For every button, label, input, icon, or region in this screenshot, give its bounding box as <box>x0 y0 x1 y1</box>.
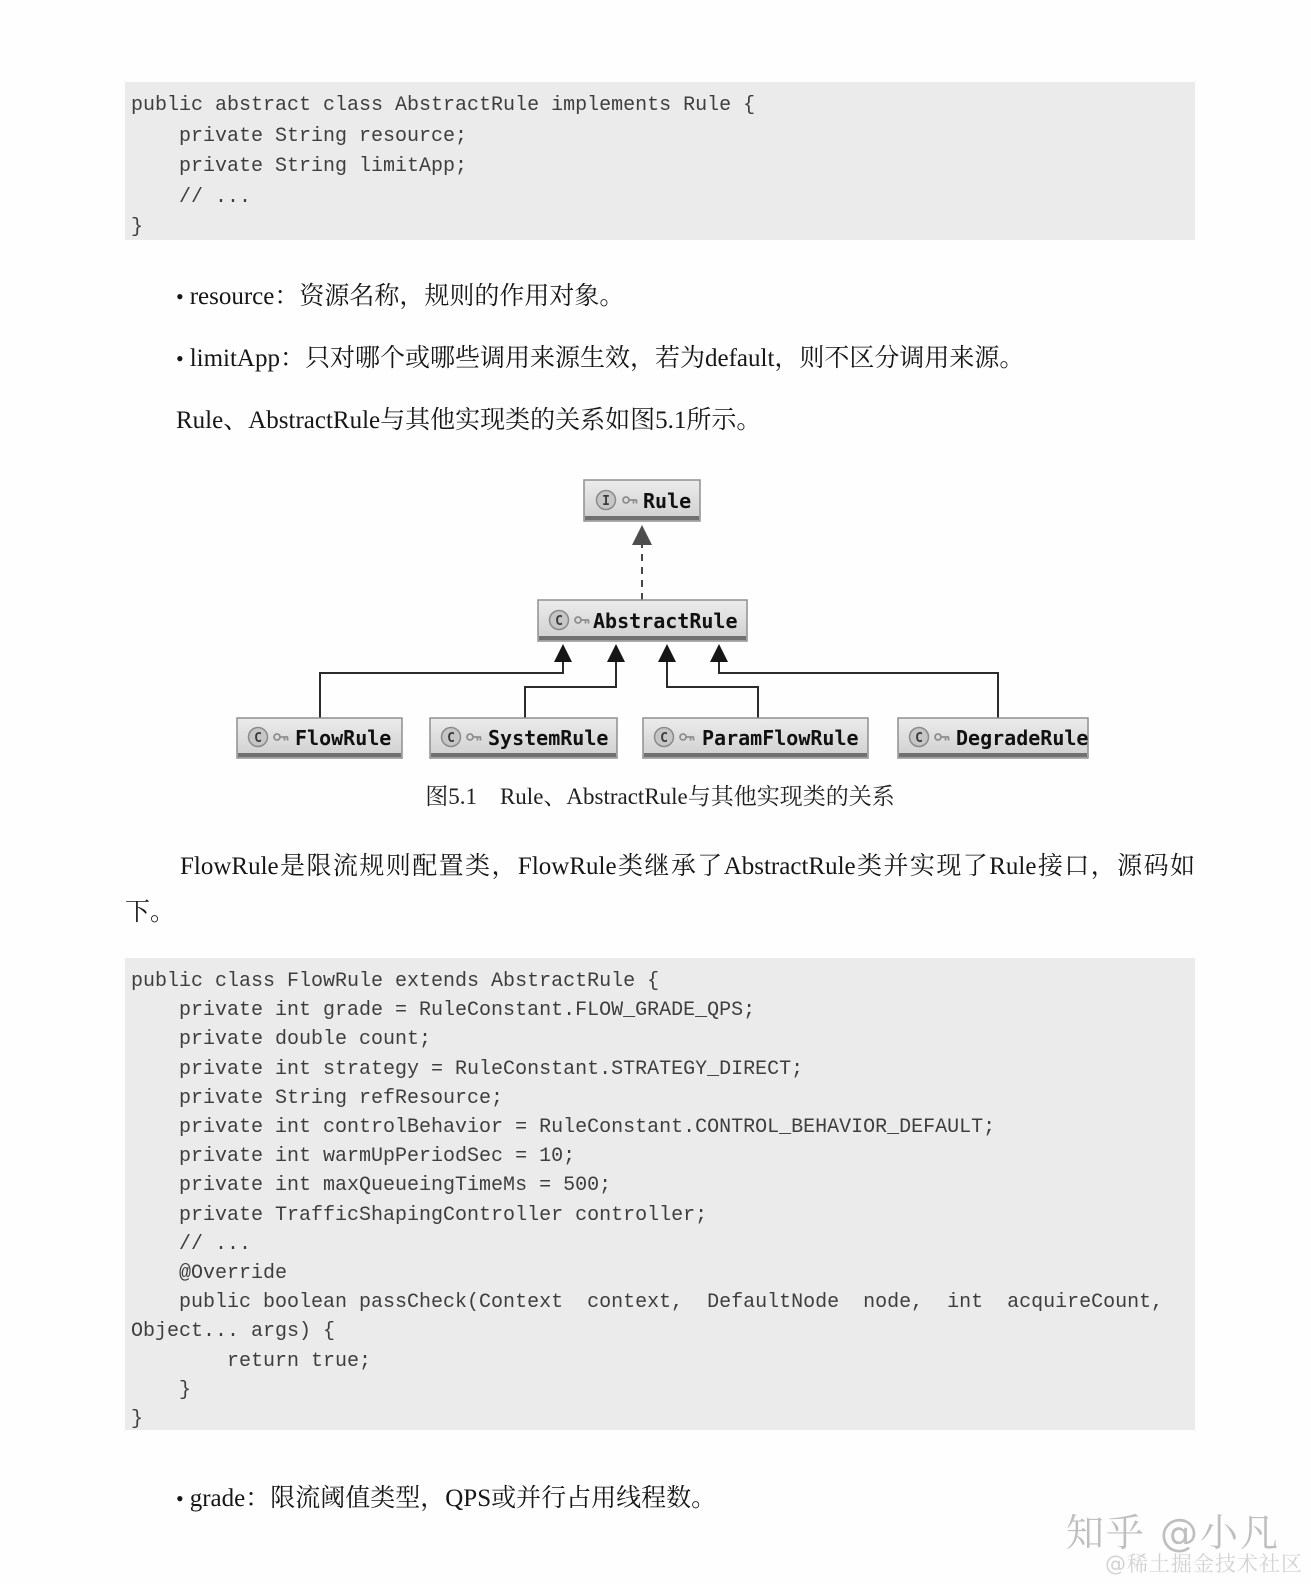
inheritance-arrow-flowrule <box>320 644 572 718</box>
bullet-dot: • <box>176 1486 184 1511</box>
code-line: private int warmUpPeriodSec = 10; <box>131 1145 576 1169</box>
code-line: private String refResource; <box>131 1086 504 1110</box>
bullet-desc: 只对哪个或哪些调用来源生效，若为default，则不区分调用来源。 <box>305 345 1025 372</box>
bullet-dot: • <box>176 284 184 309</box>
code-line: // ... <box>131 185 252 209</box>
code-line: } <box>131 1378 192 1402</box>
class-name-systemrule: SystemRule <box>488 726 609 750</box>
class-box-flowrule <box>237 718 402 758</box>
code-line: private String limitApp; <box>131 155 468 178</box>
code-line: private int controlBehavior = RuleConstant.CONTROL_BEHAVIOR_DEFAULT; <box>131 1116 996 1140</box>
code-line: public boolean passCheck(Context context, DefaultNode node, int acquireCount, <box>131 1291 1164 1315</box>
code-line: // ... <box>131 1232 252 1256</box>
watermark-zhihu: 知乎 @小凡 <box>1065 1511 1280 1555</box>
class-icon-letter: C <box>447 731 455 746</box>
class-diagram <box>225 465 1105 765</box>
inheritance-arrow-paramflowrule <box>658 644 758 718</box>
code-block-abstractrule <box>125 82 1195 240</box>
bullet-grade <box>176 1478 716 1514</box>
bullet-desc: 资源名称，规则的作用对象。 <box>299 283 625 310</box>
code-line: private String resource; <box>131 124 468 148</box>
paragraph-flowrule: FlowRule是限流规则配置类，FlowRule类继承了AbstractRule类并实现了Rule接口，源码如下。 <box>125 853 1195 926</box>
bullet-limitapp <box>176 338 1024 374</box>
code-line: Object... args) { <box>131 1320 336 1344</box>
code-line: public class FlowRule extends AbstractRule { <box>131 970 660 993</box>
bullet-term: grade： <box>189 1485 271 1512</box>
class-box-abstractrule <box>538 600 747 641</box>
figure-caption: 图5.1 Rule、AbstractRule与其他实现类的关系 <box>425 784 895 809</box>
code-line: private TrafficShapingController controller; <box>131 1203 708 1227</box>
class-box-degraderule <box>898 718 1088 758</box>
class-icon-letter: C <box>660 731 668 746</box>
class-box-paramflowrule <box>643 718 868 758</box>
interface-icon-letter: I <box>602 494 610 509</box>
class-name-flowrule: FlowRule <box>295 726 392 750</box>
class-icon-letter: C <box>555 614 563 629</box>
bullet-desc: 限流阈值类型，QPS或并行占用线程数。 <box>270 1485 717 1512</box>
code-block-flowrule <box>125 958 1195 1430</box>
bullet-term: resource： <box>189 283 300 310</box>
class-box-systemrule <box>430 718 617 758</box>
class-name-degraderule: DegradeRule <box>956 726 1089 750</box>
code-line: private int maxQueueingTimeMs = 500; <box>131 1174 612 1198</box>
code-line: } <box>131 216 144 239</box>
bullet-term: limitApp： <box>189 345 305 372</box>
class-icon-letter: C <box>915 731 923 746</box>
bullet-resource <box>176 276 624 312</box>
class-name-abstractrule: AbstractRule <box>593 609 738 633</box>
class-name-paramflowrule: ParamFlowRule <box>702 726 859 750</box>
code-line: } <box>131 1408 144 1432</box>
code-line: private double count; <box>131 1028 432 1052</box>
watermark-juejin: @稀土掘金技术社区 <box>1105 1552 1303 1576</box>
code-line: @Override <box>131 1262 288 1286</box>
code-line: private int strategy = RuleConstant.STRATEGY_DIRECT; <box>131 1057 804 1081</box>
inheritance-arrow-degraderule <box>710 644 998 718</box>
implements-arrow <box>632 525 652 600</box>
paragraph-relation: Rule、AbstractRule与其他实现类的关系如图5.1所示。 <box>176 407 762 434</box>
code-line: public abstract class AbstractRule implements Rule { <box>131 94 756 117</box>
bullet-dot: • <box>176 346 184 371</box>
class-icon-letter: C <box>254 731 262 746</box>
code-line: return true; <box>131 1349 372 1373</box>
class-name-rule: Rule <box>643 489 692 513</box>
code-line: private int grade = RuleConstant.FLOW_GRADE_QPS; <box>131 999 756 1023</box>
inheritance-arrow-systemrule <box>525 644 625 718</box>
class-box-rule <box>584 480 700 521</box>
